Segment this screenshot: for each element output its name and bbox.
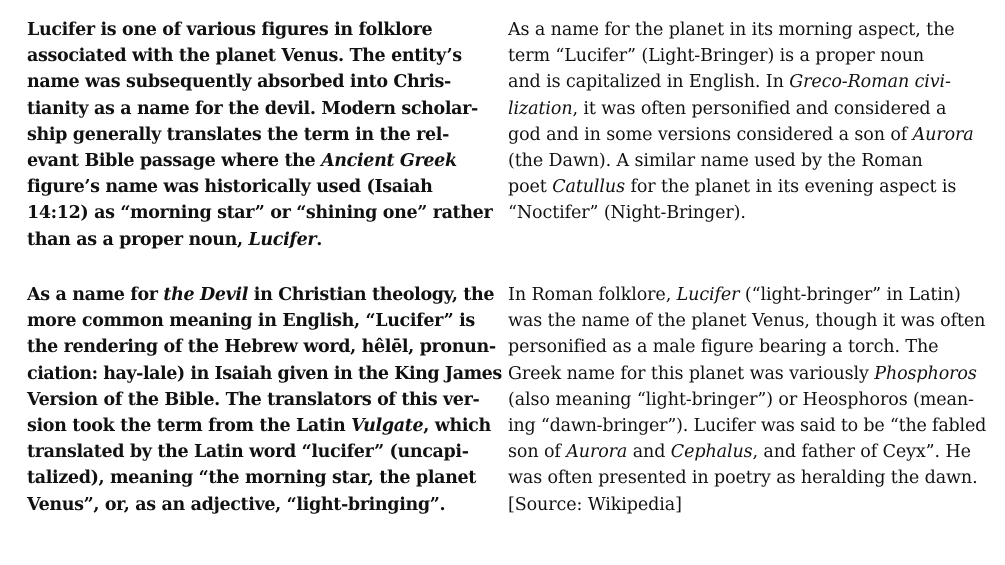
text-run: and [627, 442, 671, 463]
text-line [27, 148, 505, 174]
text-line [27, 17, 505, 43]
italic-text-run: Phosphoros [874, 363, 977, 384]
text-line [27, 334, 505, 360]
text-run: As a name for [27, 285, 164, 305]
text-run: (the Dawn). A similar name used by the Roman [508, 151, 923, 172]
text-run: name was subsequently absorbed into Chris- [27, 72, 451, 93]
italic-text-run: Ancient Greek [321, 151, 457, 172]
italic-text-run: Cephalus [670, 442, 753, 463]
italic-text-run: Greco-Roman civi- [789, 72, 951, 93]
text-run: . [316, 229, 322, 250]
text-run: talized), meaning “the morning star, the planet [27, 468, 476, 489]
text-line [508, 122, 986, 148]
text-line [27, 43, 505, 69]
text-line [27, 200, 505, 226]
text-run: more common meaning in English, “Lucifer” is [27, 311, 475, 332]
text-line [508, 334, 986, 360]
text-run: son of [508, 442, 567, 463]
paragraph-morning-aspect [508, 17, 986, 227]
text-run: personified as a male figure bearing a torch. The [508, 337, 939, 358]
italic-text-run: Lucifer [248, 229, 317, 250]
text-line [508, 308, 986, 334]
text-run: and is capitalized in English. In [508, 72, 790, 93]
text-run: in Christian theology, the [248, 285, 495, 305]
text-run: was the name of the planet Venus, though it was often [508, 311, 986, 332]
text-line [508, 174, 986, 200]
italic-text-run: lization [508, 98, 573, 119]
text-line [27, 465, 505, 491]
text-line [508, 282, 986, 308]
text-line [508, 361, 986, 387]
italic-text-run: Aurora [566, 442, 628, 463]
text-line [508, 439, 986, 465]
text-run: was often presented in poetry as heralding the dawn. [508, 468, 978, 489]
text-line [508, 387, 986, 413]
text-line [508, 43, 986, 69]
paragraph-roman-folklore [508, 282, 986, 518]
text-run: As a name for the planet in its morning aspect, the [508, 20, 955, 40]
text-line [508, 69, 986, 95]
text-line [27, 413, 505, 439]
text-run: tianity as a name for the devil. Modern scholar- [27, 98, 478, 119]
paragraph-devil-meaning [27, 282, 505, 518]
text-line [508, 96, 986, 122]
paragraph-lucifer-intro [27, 17, 505, 253]
text-line [27, 96, 505, 122]
text-run: , which [423, 416, 491, 437]
text-line [27, 308, 505, 334]
text-run: [Source: Wikipedia] [508, 494, 682, 515]
text-line [27, 282, 505, 308]
text-run: ciation: hay-lale) in Isaiah given in the King James [27, 363, 502, 384]
text-run: , it was often personified and considered a [572, 98, 947, 119]
text-run: Lucifer is one of various figures in folklore [27, 20, 433, 40]
text-line [508, 465, 986, 491]
text-run: ing “dawn-bringer”). Lucifer was said to be “the fabled [508, 416, 987, 437]
text-run: associated with the planet Venus. The entity’s [27, 46, 462, 67]
text-line [27, 361, 505, 387]
text-line [508, 17, 986, 43]
text-run: In Roman folklore, [508, 285, 677, 305]
italic-text-run: Vulgate [351, 416, 424, 437]
text-line [508, 492, 986, 518]
text-run: god and in some versions considered a son of [508, 124, 913, 145]
italic-text-run: Aurora [912, 124, 974, 145]
text-run: poet [508, 177, 553, 198]
text-line [508, 148, 986, 174]
text-run: (also meaning “light-bringer”) or Heosphoros (mean- [508, 389, 974, 410]
text-run: term “Lucifer” (Light-Bringer) is a proper noun [508, 46, 925, 67]
text-line [27, 227, 505, 253]
text-run: 14:12) as “morning star” or “shining one” rather [27, 203, 493, 224]
text-run: (“light-bringer” in Latin) [739, 285, 961, 305]
text-run: “Noctifer” (Night-Bringer). [508, 203, 746, 224]
text-run: for the planet in its evening aspect is [624, 177, 957, 198]
italic-text-run: the Devil [163, 285, 249, 305]
text-run: Venus”, or, as an adjective, “light-bringing”. [27, 494, 446, 515]
text-run: ship generally translates the term in the rel- [27, 124, 450, 145]
italic-text-run: Catullus [552, 177, 625, 198]
text-line [27, 492, 505, 518]
text-line [508, 413, 986, 439]
text-run: Greek name for this planet was variously [508, 363, 875, 384]
text-line [27, 387, 505, 413]
text-run: , and father of Ceyx”. He [752, 442, 971, 463]
text-line [508, 200, 986, 226]
text-run: Version of the Bible. The translators of this ver- [27, 389, 480, 410]
text-line [27, 174, 505, 200]
text-line [27, 69, 505, 95]
text-run: translated by the Latin word “lucifer” (uncapi- [27, 442, 469, 463]
text-run: evant Bible passage where the [27, 151, 322, 172]
text-run: figure’s name was historically used (Isaiah [27, 177, 433, 198]
italic-text-run: Lucifer [676, 285, 740, 305]
text-line [27, 122, 505, 148]
text-line [27, 439, 505, 465]
text-run: the rendering of the Hebrew word, hêlēl, pronun- [27, 337, 496, 358]
text-run: sion took the term from the Latin [27, 416, 352, 437]
text-run: than as a proper noun, [27, 229, 249, 250]
